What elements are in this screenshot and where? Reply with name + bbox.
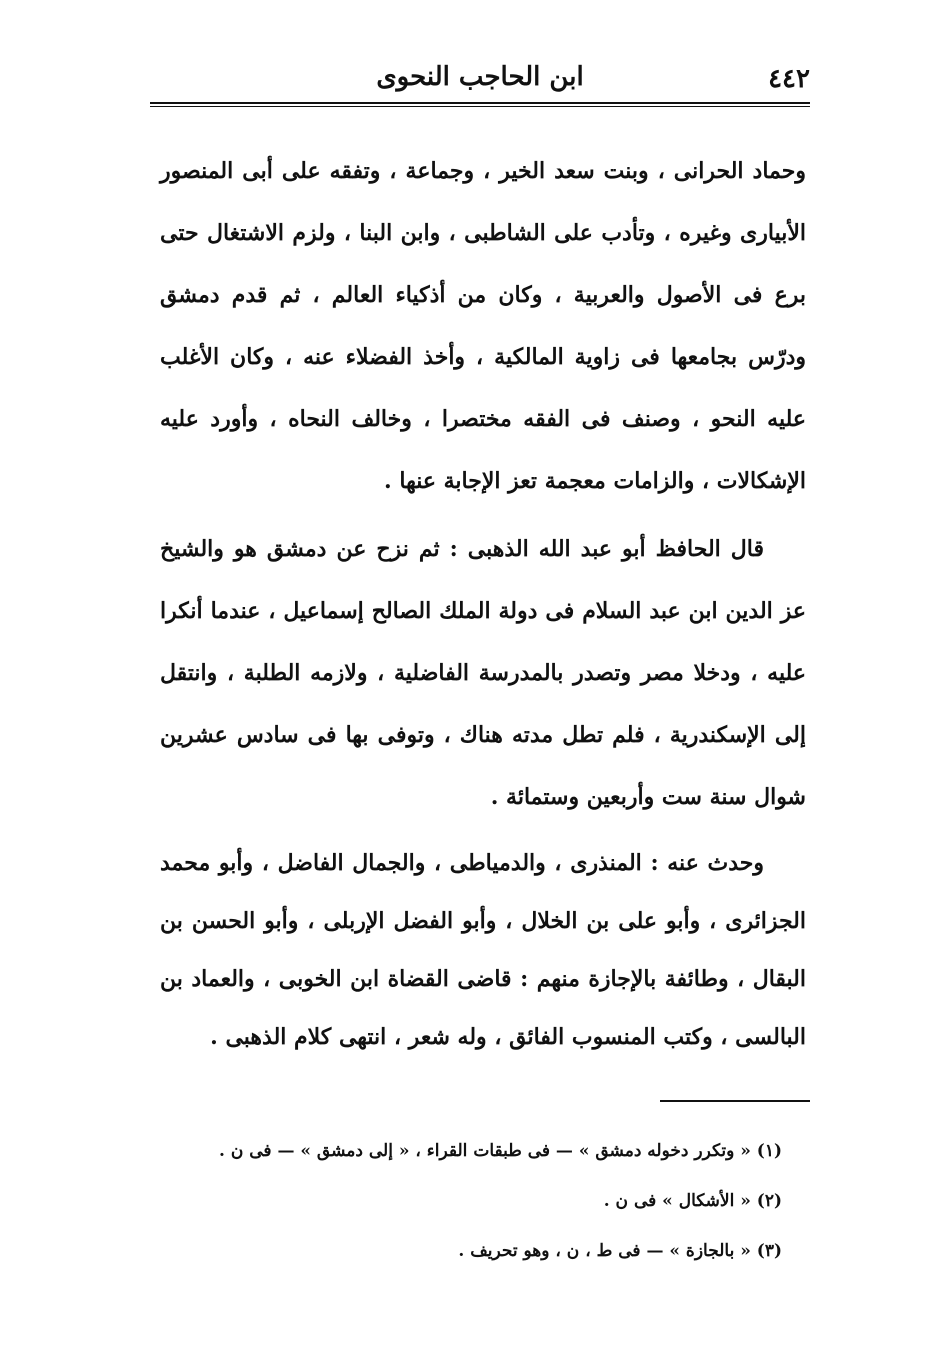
footnote: (٢) « الأشكال » فى ن . xyxy=(603,1191,782,1211)
page-header xyxy=(150,58,810,100)
footnote: (١) « وتكرر دخوله دمشق » — فى طبقات القراء ، « إلى دمشق » — فى ن . xyxy=(219,1141,782,1161)
footnote-rule xyxy=(660,1100,810,1102)
running-title: ابن الحاجب النحوى xyxy=(376,62,584,92)
paragraph: وحدث عنه : المنذرى ، والدمياطى ، والجمال الفاضل ، وأبو محمد الجزائرى ، وأبو على بن الخلال ، وأبو الفضل الإربلى ، وأبو الحسن بن البقال ، وطائفة بالإجازة منهم : قاضى القضاة ابن الخوبى ، والعماد بن البالسى ، وكتب المنسوب الفائق ، وله شعر ، انتهى كلام الذهبى . xyxy=(160,850,806,1050)
footnote: (٣) « بالجازة » — فى ط ، ن ، وهو تحريف . xyxy=(458,1241,782,1261)
body-text xyxy=(160,140,806,1066)
page-number: ٤٤٢ xyxy=(768,64,810,94)
header-rule xyxy=(150,102,810,107)
footnotes xyxy=(160,1126,782,1276)
paragraph: قال الحافظ أبو عبد الله الذهبى : ثم نزح عن دمشق هو والشيخ عز الدين ابن عبد السلام فى دولة الملك الصالح إسماعيل ، عندما أنكرا عليه ، ودخلا مصر وتصدر بالمدرسة الفاضلية ، ولازمه الطلبة ، وانتقل إلى الإسكندرية ، فلم تطل مدته هناك ، وتوفى بها فى سادس عشرين شوال سنة ست وأربعين وستمائة . xyxy=(160,536,806,810)
paragraph: وحماد الحرانى ، وبنت سعد الخير ، وجماعة ، وتفقه على أبى المنصور الأبيارى وغيره ، وتأدب على الشاطبى ، وابن البنا ، ولزم الاشتغال حتى برع فى الأصول والعربية ، وكان من أذكياء العالم ، ثم قدم دمشق ودرّس بجامعها فى زاوية المالكية ، وأخذ الفضلاء عنه ، وكان الأغلب عليه النحو ، وصنف فى الفقه مختصرا ، وخالف النحاه ، وأورد عليه الإشكالات ، والزامات معجمة تعز الإجابة عنها . xyxy=(160,158,806,494)
